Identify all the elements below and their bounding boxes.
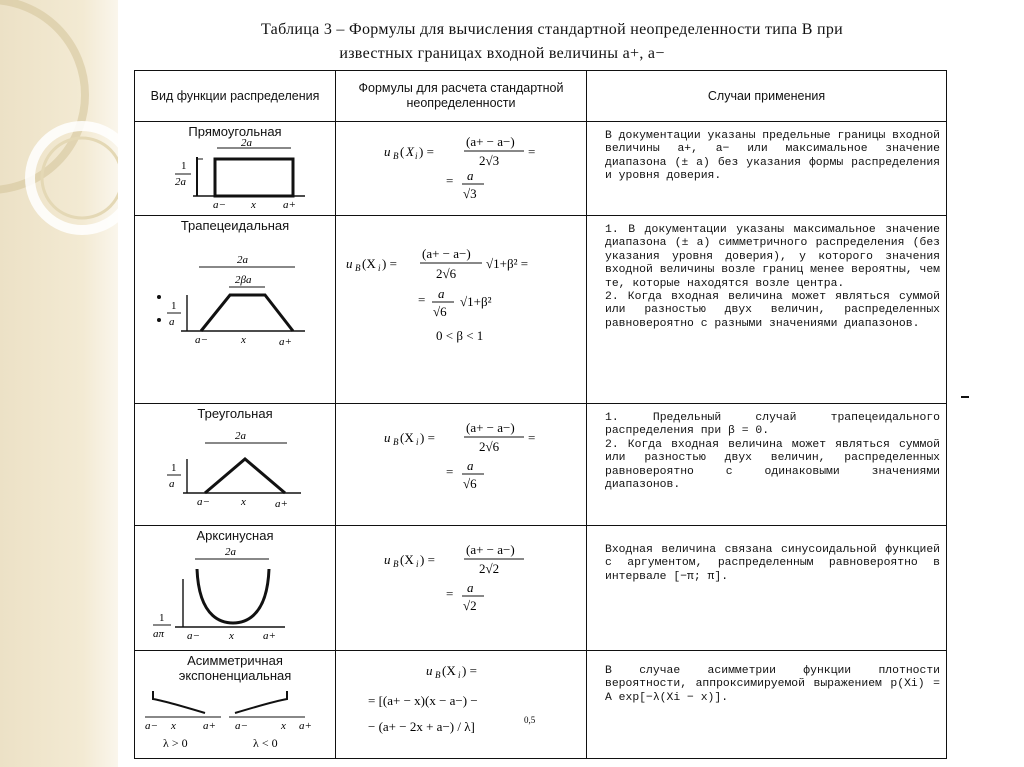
svg-text:− (a+ − 2x + a−) / λ]: − (a+ − 2x + a−) / λ] <box>368 719 475 734</box>
svg-text:√3: √3 <box>463 186 477 201</box>
svg-text:) =: ) = <box>382 256 397 271</box>
svg-text:2a: 2a <box>225 546 236 558</box>
svg-text:(a+ − a−): (a+ − a−) <box>422 246 471 261</box>
circle-decoration <box>0 0 118 767</box>
svg-text:λ > 0: λ > 0 <box>163 736 188 750</box>
table-title <box>182 18 922 66</box>
svg-text:1: 1 <box>171 462 177 474</box>
case-description: 1. В документации указаны максимальное значение диапазона (± a) симметричного распределения (без указания уровня доверия), у которого значения входной величины возле границ менее вероятны, чем те, которые находятся возле центра. 2. Когда входная величина может являться суммой или разностью двух величин, распределенных равновероятно с разными значениями диапазонов. <box>605 224 940 330</box>
table-row <box>135 122 947 216</box>
svg-text:a−: a− <box>187 630 200 642</box>
svg-text:a: a <box>467 168 474 183</box>
distribution-name: Треугольная <box>197 406 273 421</box>
svg-text:2a: 2a <box>175 176 186 188</box>
svg-text:1: 1 <box>159 612 165 624</box>
svg-text:0 < β < 1: 0 < β < 1 <box>436 328 484 343</box>
svg-text:a−: a− <box>235 720 248 732</box>
svg-text:(a+ − a−): (a+ − a−) <box>466 542 515 557</box>
svg-text:=: = <box>418 292 426 307</box>
distribution-name: Прямоугольная <box>188 124 282 139</box>
distribution-name: Трапецеидальная <box>180 218 290 233</box>
svg-text:a+: a+ <box>203 720 216 732</box>
svg-text:u: u <box>384 552 391 567</box>
svg-text:i: i <box>458 670 461 680</box>
svg-text:√6: √6 <box>433 304 447 319</box>
svg-text:a: a <box>169 316 175 328</box>
formula-table <box>134 70 947 759</box>
svg-text:a+: a+ <box>299 720 312 732</box>
rectangular-plot <box>135 139 335 209</box>
svg-text:2a: 2a <box>241 139 252 149</box>
svg-text:2βa: 2βa <box>235 274 252 286</box>
rectangular-formula <box>336 122 586 212</box>
svg-text:a+: a+ <box>283 199 296 209</box>
svg-text:x: x <box>251 199 256 209</box>
svg-text:aπ: aπ <box>153 628 165 640</box>
triangular-formula <box>336 404 586 514</box>
svg-text:√1+β²: √1+β² <box>460 294 492 309</box>
svg-text:=: = <box>446 173 454 188</box>
distribution-name: Асимметричная экспоненциальная <box>178 653 292 683</box>
svg-text:a−: a− <box>213 199 226 209</box>
svg-text:x: x <box>171 720 176 732</box>
svg-text:(X: (X <box>362 256 376 271</box>
svg-text:a+: a+ <box>279 336 292 348</box>
stray-mark <box>157 318 161 322</box>
svg-text:(X: (X <box>442 663 456 678</box>
svg-text:√6: √6 <box>463 476 477 491</box>
svg-text:√1+β² =: √1+β² = <box>486 256 529 271</box>
table-row <box>135 404 947 526</box>
svg-text:2√2: 2√2 <box>479 561 500 576</box>
case-description: В случае асимметрии функции плотности вероятности, аппроксимируемой выражением p(Xi) = A exp[−λ(Xi − x)]. <box>605 665 940 704</box>
svg-text:x: x <box>241 334 246 346</box>
svg-text:a−: a− <box>195 334 208 346</box>
header-row <box>135 71 947 122</box>
svg-text:(: ( <box>400 144 405 159</box>
arcsine-formula <box>336 526 586 636</box>
svg-text:) =: ) = <box>420 430 435 445</box>
svg-text:2√6: 2√6 <box>479 439 500 454</box>
svg-text:√2: √2 <box>463 598 477 613</box>
svg-text:=: = <box>446 586 454 601</box>
svg-text:B: B <box>435 670 441 680</box>
svg-text:i: i <box>416 437 419 447</box>
svg-text:u: u <box>384 430 391 445</box>
svg-text:=: = <box>446 464 454 479</box>
svg-text:2√6: 2√6 <box>436 266 457 281</box>
svg-text:a: a <box>467 458 474 473</box>
svg-text:x: x <box>229 630 234 642</box>
svg-text:=: = <box>528 144 536 159</box>
svg-text:a: a <box>438 286 445 301</box>
svg-text:i: i <box>378 263 381 273</box>
table-row <box>135 216 947 404</box>
svg-text:(a+ − a−): (a+ − a−) <box>466 420 515 435</box>
svg-text:0,5: 0,5 <box>524 715 536 725</box>
case-description: В документации указаны предельные границы входной величины a+, a− или максимальное значение диапазона (± a) без указания формы распределения и уровня доверия. <box>605 130 940 183</box>
table-row <box>135 651 947 759</box>
svg-text:2a: 2a <box>235 430 246 442</box>
svg-text:(X: (X <box>400 430 414 445</box>
svg-text:= [(a+ − x)(x − a−) −: = [(a+ − x)(x − a−) − <box>368 693 478 708</box>
header-cases: Случаи применения <box>587 71 947 122</box>
arcsine-plot <box>135 543 335 647</box>
svg-text:X: X <box>406 144 414 159</box>
svg-text:i: i <box>416 559 419 569</box>
svg-text:B: B <box>393 437 399 447</box>
svg-text:x: x <box>281 720 286 732</box>
table-row <box>135 526 947 651</box>
svg-text:1: 1 <box>181 160 187 172</box>
triangular-plot <box>135 421 335 521</box>
distribution-name: Арксинусная <box>196 528 274 543</box>
svg-text:(a+ − a−): (a+ − a−) <box>466 134 515 149</box>
svg-text:B: B <box>355 263 361 273</box>
title-line-1: Таблица 3 – Формулы для вычисления стандартной неопределенности типа B при <box>261 21 843 38</box>
svg-text:=: = <box>528 430 536 445</box>
svg-text:a+: a+ <box>263 630 276 642</box>
svg-text:a−: a− <box>145 720 158 732</box>
svg-text:2a: 2a <box>237 254 248 266</box>
case-description: Входная величина связана синусоидальной функцией с аргументом, распределенным равновероятно в интервале [−π; π]. <box>605 544 940 583</box>
svg-text:a−: a− <box>197 496 210 508</box>
svg-text:B: B <box>393 151 399 161</box>
svg-text:2√3: 2√3 <box>479 153 500 168</box>
svg-text:a: a <box>467 580 474 595</box>
header-formulas: Формулы для расчета стандартной неопределенности <box>336 71 587 122</box>
title-line-2: известных границах входной величины a+, a− <box>339 45 665 62</box>
trapezoidal-plot <box>135 233 335 353</box>
svg-text:u: u <box>384 144 391 159</box>
svg-text:a: a <box>169 478 175 490</box>
svg-text:x: x <box>241 496 246 508</box>
svg-text:a+: a+ <box>275 498 288 510</box>
svg-text:) =: ) = <box>420 552 435 567</box>
header-distribution: Вид функции распределения <box>135 71 336 122</box>
stray-mark <box>961 396 969 398</box>
svg-text:) =: ) = <box>462 663 477 678</box>
case-description: 1. Предельный случай трапецеидального распределения при β = 0. 2. Когда входная величина может являться суммой или разностью двух величин, распределенных равновероятно с одинаковыми значениями диапазонов. <box>605 412 940 492</box>
exponential-formula <box>336 651 586 751</box>
stray-mark <box>157 295 161 299</box>
svg-text:B: B <box>393 559 399 569</box>
svg-text:1: 1 <box>171 300 177 312</box>
svg-text:) =: ) = <box>419 144 434 159</box>
svg-text:u: u <box>426 663 433 678</box>
svg-text:λ < 0: λ < 0 <box>253 736 278 750</box>
exponential-plot <box>135 683 335 755</box>
svg-text:u: u <box>346 256 353 271</box>
trapezoidal-formula <box>336 216 586 356</box>
svg-text:(X: (X <box>400 552 414 567</box>
decorative-background <box>0 0 118 767</box>
svg-text:i: i <box>415 151 418 161</box>
